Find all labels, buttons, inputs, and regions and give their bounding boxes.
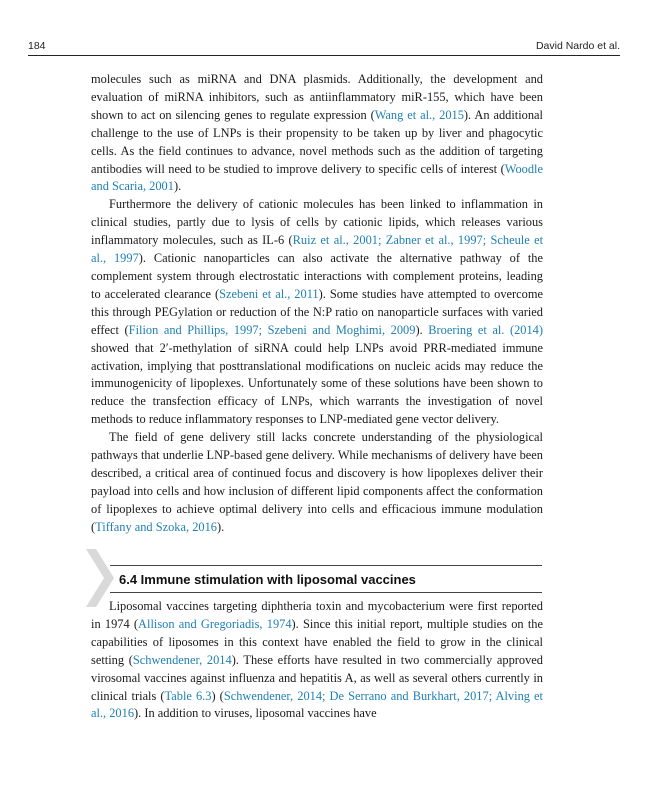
section-rule-bottom — [110, 592, 542, 593]
body-text-section — [91, 598, 543, 723]
citation-link[interactable]: Ruiz et al., 2001; Zabner et al., 1997; Scheule et al., 1997 — [91, 233, 544, 266]
paragraph-text: ). These efforts have resulted in two commercially approved virosomal vaccines against influenza and hepatitis A, as well as several others currently in clinical trials ( — [91, 652, 543, 703]
citation-link[interactable]: Allison and Gregoriadis, 1974 — [138, 616, 292, 631]
citation-link[interactable]: Woodle and Scaria, 2001 — [91, 161, 543, 194]
body-text-main — [91, 71, 543, 537]
citation-link[interactable]: Broering et al. (2014) — [428, 322, 544, 337]
paragraph-text: molecules such as miRNA and DNA plasmids. Additionally, the development and evaluation of miRNA inhibitors, such as antiinflammatory miR-155, which have been shown to act on silencing genes to regulate expression ( — [91, 72, 543, 122]
paragraph-1 — [91, 71, 543, 196]
paragraph-text: showed that 2′-methylation of siRNA could help LNPs avoid PRR-mediated immune activation, implying that posttranslational modifications on nucleic acids may reduce the immunogenicity of lipoplexes. Unfortunately some of these solutions have been shown to reduce the transfection efficacy of LNPs, which warrants the investigation of novel methods to reduce inflammatory responses to LNP-mediated gene vector delivery. — [91, 340, 543, 427]
paragraph-text: ). Some studies have attempted to overcome this through PEGylation or reduction of the N:P ratio on nanoparticle surfaces with varied effect ( — [91, 286, 544, 337]
paragraph-text: Liposomal vaccines targeting diphtheria toxin and mycobacterium were first reported in 1974 ( — [91, 599, 543, 631]
citation-link[interactable]: Wang et al., 2015 — [374, 107, 464, 122]
running-head-author: David Nardo et al. — [535, 40, 620, 52]
paragraph-text: The field of gene delivery still lacks concrete understanding of the physiological pathways that underlie LNP-based gene delivery. While mechanisms of delivery have been described, a critical area of continued focus and discovery is how lipoplexes deliver their payload into cells and how inclusion of different lipid components affect the conformation of lipoplexes to achieve optimal delivery into cells and efficacious immune modulation ( — [91, 430, 543, 534]
paragraph-text: ). — [415, 322, 429, 337]
paragraph-text: ). In addition to viruses, liposomal vaccines have — [134, 706, 377, 721]
section-rule-top — [110, 565, 542, 566]
section-paragraph-1 — [91, 598, 543, 723]
citation-link[interactable]: Schwendener, 2014 — [132, 652, 232, 667]
paragraph-3 — [91, 429, 543, 536]
paragraph-2 — [91, 196, 543, 429]
header-rule — [28, 55, 620, 56]
citation-link[interactable]: Schwendener, 2014; De Serrano and Burkhart, 2017; Alving et al., 2016 — [91, 688, 543, 721]
paragraph-text: ). — [173, 179, 182, 194]
citation-link[interactable]: Filion and Phillips, 1997; Szebeni and Moghimi, 2009 — [128, 322, 416, 337]
citation-link[interactable]: Tiffany and Szoka, 2016 — [95, 519, 217, 534]
citation-link[interactable]: Szebeni et al., 2011 — [219, 286, 319, 301]
paragraph-text: ). Cationic nanoparticles can also activate the alternative pathway of the complement system through electrostatic interactions with complement proteins, leading to accelerated clearance ( — [91, 251, 543, 301]
paragraph-text: ). Since this initial report, multiple studies on the capabilities of liposomes in this context have enabled the field to grow in the clinical setting ( — [91, 616, 544, 667]
paragraph-text: Furthermore the delivery of cationic molecules has been linked to inflammation in clinical studies, partly due to lysis of cells by cationic lipids, which releases various inflammatory molecules, such as IL-6 ( — [91, 197, 543, 248]
paragraph-text: ). — [216, 519, 225, 534]
paragraph-text: ) ( — [211, 688, 224, 703]
paragraph-text: ). An additional challenge to the use of LNPs is their propensity to be taken up by liver and phagocytic cells. As the field continues to advance, novel methods such as the addition of targeting antibodies will need to be studied to improve delivery to specific cells of interest ( — [91, 107, 543, 176]
page-number: 184 — [28, 40, 46, 52]
citation-link[interactable]: Table 6.3 — [164, 688, 212, 703]
section-heading: 6.4 Immune stimulation with liposomal vaccines — [119, 572, 416, 587]
